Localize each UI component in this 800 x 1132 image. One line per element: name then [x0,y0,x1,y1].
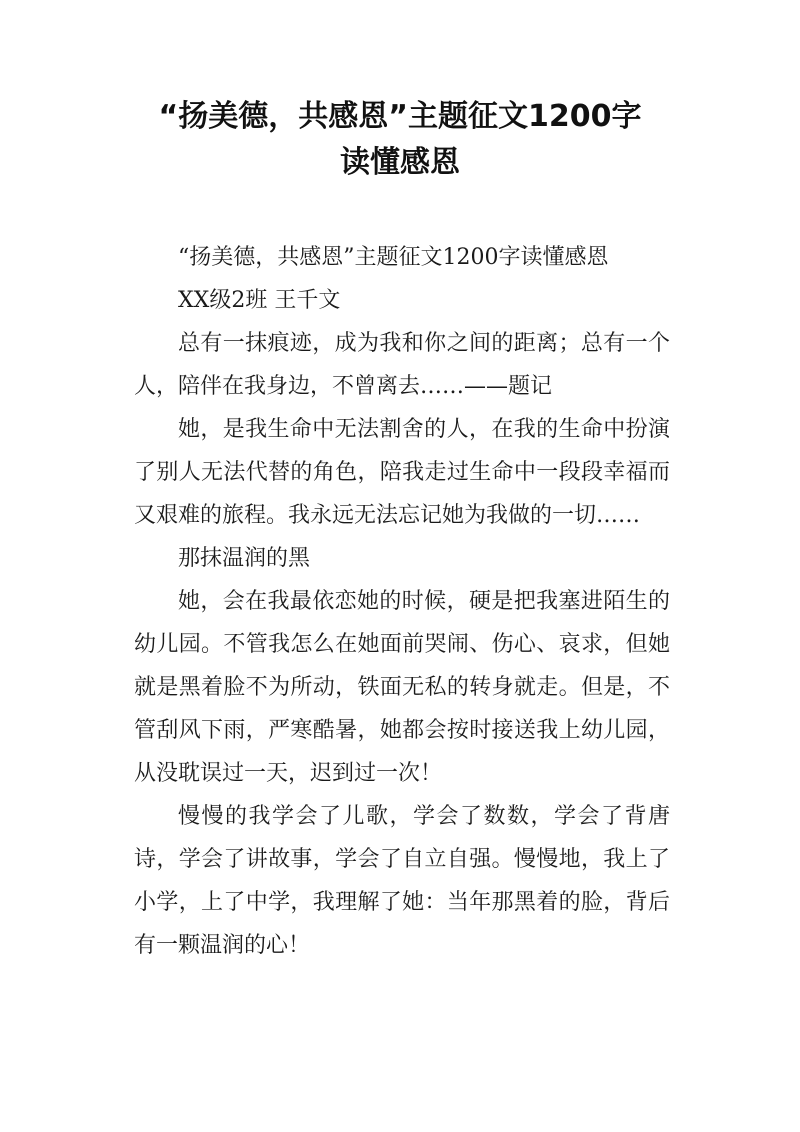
title-line-1: “扬美德，共感恩”主题征文1200字 [158,99,642,134]
title-line-2: 读懂感恩 [340,145,460,180]
document-title [110,94,690,186]
document-body [134,236,670,967]
author-line: XX级2班 王千文 [178,288,341,313]
epigraph-paragraph: 总有一抹痕迹，成为我和你之间的距离；总有一个人，陪伴在我身边，不曾离去……——题记 [134,331,670,399]
intro-paragraph: 她，是我生命中无法割舍的人，在我的生命中扮演了别人无法代替的角色，陪我走过生命中一段段幸福而又艰难的旅程。我永远无法忘记她为我做的一切…… [134,417,670,528]
body-paragraph: 慢慢的我学会了儿歌，学会了数数，学会了背唐诗，学会了讲故事，学会了自立自强。慢慢地，我上了小学，上了中学，我理解了她：当年那黑着的脸，背后有一颗温润的心！ [134,804,670,958]
essay-heading-paragraph: “扬美德，共感恩”主题征文1200字读懂感恩 [178,245,609,270]
body-paragraph: 她，会在我最依恋她的时候，硬是把我塞进陌生的幼儿园。不管我怎么在她面前哭闹、伤心、哀求，但她就是黑着脸不为所动，铁面无私的转身就走。但是，不管刮风下雨，严寒酷暑，她都会按时接送我上幼儿园，从没耽误过一天，迟到过一次！ [134,589,670,786]
section-heading: 那抹温润的黑 [178,546,311,571]
